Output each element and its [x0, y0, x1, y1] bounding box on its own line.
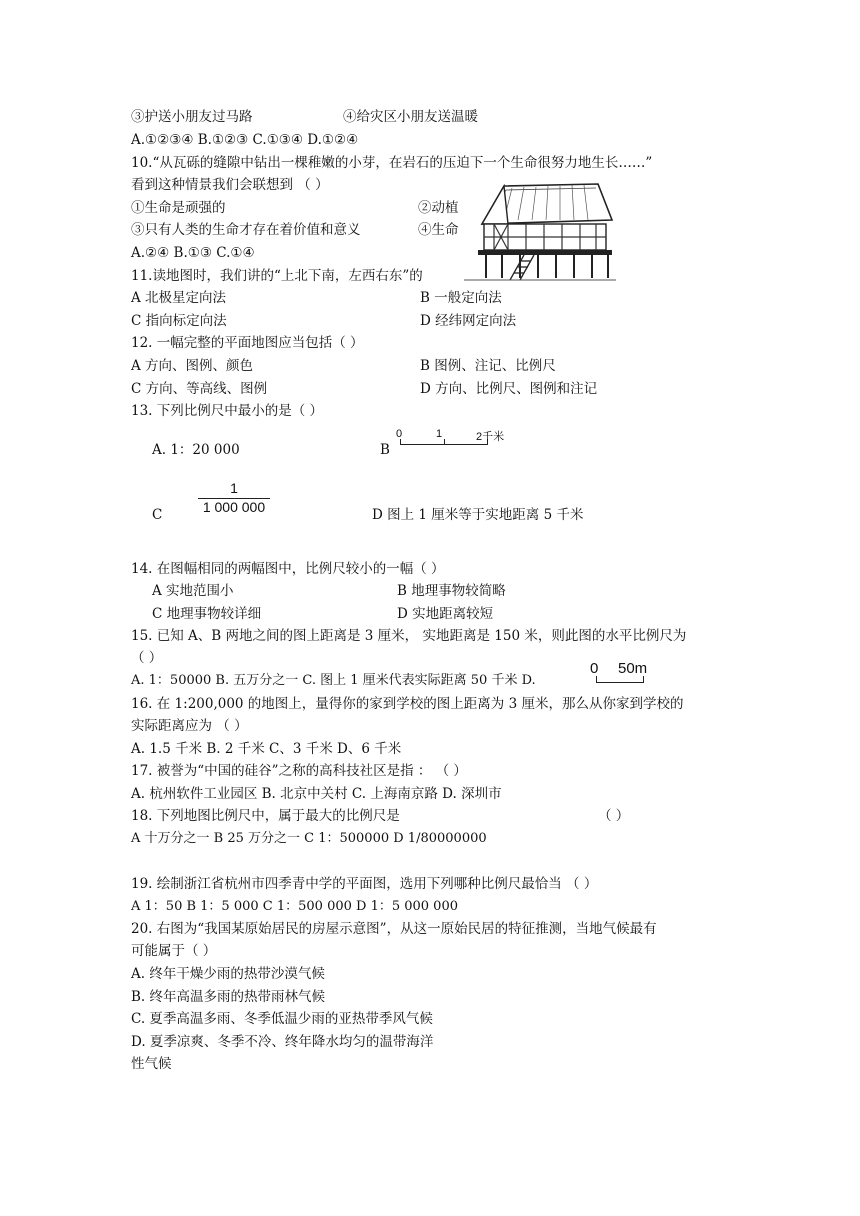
line: ③只有人类的生命才存在着价值和意义 [131, 222, 361, 238]
line: A. 1：50000 B. 五万分之一 C. 图上 1 厘米代表实际距离 50 千米 D. [131, 673, 536, 688]
line: A.①②③④ B.①②③ C.①③④ D.①②④ [131, 132, 359, 148]
option: A 方向、图例、颜色 [131, 358, 254, 374]
question-13: 13. 下列比例尺中最小的是（ ） [131, 403, 324, 419]
line: （ ） [131, 650, 163, 666]
line: A. 杭州软件工业园区 B. 北京中关村 C. 上海南京路 D. 深圳市 [131, 786, 502, 802]
option: B 图例、注记、比例尺 [420, 358, 556, 374]
line-scale-bar [398, 430, 518, 454]
line-scale-bar [588, 660, 648, 686]
question-19: 19. 绘制浙江省杭州市四季青中学的平面图，选用下列哪种比例尺最恰当 （ ） [131, 876, 598, 892]
question-10: 10.“从瓦砾的缝隙中钻出一棵稚嫩的小芽，在岩石的压迫下一个生命很努力地生长……” [131, 155, 653, 171]
line: 实际距离应为 （ ） [131, 718, 248, 734]
scale-label: 0 [590, 660, 599, 677]
fraction-numerator: 1 [198, 480, 270, 499]
scale-label: 2千米 [476, 431, 505, 443]
fraction-scale [198, 480, 270, 516]
option: B. 终年高温多雨的热带雨林气候 [131, 989, 326, 1005]
scale-label: 50m [618, 660, 648, 677]
question-20: 20. 右图为“我国某原始居民的房屋示意图”，从这一原始民居的特征推测，当地气候最有 [131, 921, 657, 937]
question-14: 14. 在图幅相同的两幅图中，比例尺较小的一幅（ ） [131, 561, 445, 577]
option: C 指向标定向法 [131, 313, 227, 329]
option: B [380, 442, 390, 458]
option: C 地理事物较详细 [152, 606, 262, 622]
line: ②动植 [418, 200, 459, 216]
option: C 方向、等高线、图例 [131, 381, 268, 397]
option: A. 1：20 000 [152, 442, 240, 458]
option: D 实地距离较短 [397, 606, 494, 622]
option: C. 夏季高温多雨、冬季低温少雨的亚热带季风气候 [131, 1011, 433, 1027]
option: D 图上 1 厘米等于实地距离 5 千米 [372, 507, 584, 523]
line: ①生命是顽强的 [131, 200, 226, 216]
question-16: 16. 在 1:200,000 的地图上，量得你的家到学校的图上距离为 3 厘米，那么从你家到学校的 [131, 696, 684, 712]
scale-label: 1 [436, 428, 443, 440]
line: A 1：50 B 1：5 000 C 1：500 000 D 1：5 000 000 [131, 899, 458, 914]
option: B 一般定向法 [420, 290, 502, 306]
question-18: 18. 下列地图比例尺中，属于最大的比例尺是 [131, 808, 400, 824]
question-15: 15. 已知 A、B 两地之间的图上距离是 3 厘米， 实地距离是 150 米，则此图的水平比例尺为 [131, 628, 687, 644]
option: D 经纬网定向法 [420, 313, 517, 329]
option: A 北极星定向法 [131, 290, 227, 306]
line: A.②④ B.①③ C.①④ [131, 245, 255, 261]
option: B 地理事物较简略 [397, 583, 506, 599]
line: A. 1.5 千米 B. 2 千米 C、3 千米 D、6 千米 [131, 741, 402, 757]
stilt-house-illustration [464, 180, 616, 284]
scale-label: 0 [396, 428, 403, 440]
line: 可能属于（ ） [131, 943, 217, 959]
option: C [152, 507, 163, 523]
line: 看到这种情景我们会联想到 （ ） [131, 177, 329, 193]
option: D. 夏季凉爽、冬季不冷、终年降水均匀的温带海洋 [131, 1034, 434, 1050]
option: D 方向、比例尺、图例和注记 [420, 381, 598, 397]
line: A 十万分之一 B 25 万分之一 C 1：500000 D 1/80000000 [131, 831, 487, 846]
option: 性气候 [131, 1056, 172, 1072]
question-12: 12. 一幅完整的平面地图应当包括（ ） [131, 335, 364, 351]
option: A 实地范围小 [152, 583, 234, 599]
question-17: 17. 被誉为“中国的硅谷”之称的高科技社区是指 ： （ ） [131, 763, 467, 779]
question-11: 11.读地图时，我们讲的“上北下南，左西右东”的 [131, 268, 423, 284]
line: ④生命 [418, 222, 459, 238]
line: ④给灾区小朋友送温暖 [343, 109, 478, 125]
line: ③护送小朋友过马路 [131, 109, 253, 125]
option: A. 终年干燥少雨的热带沙漠气候 [131, 966, 325, 982]
line: （ ） [598, 808, 630, 824]
fraction-denominator: 1 000 000 [202, 499, 266, 515]
